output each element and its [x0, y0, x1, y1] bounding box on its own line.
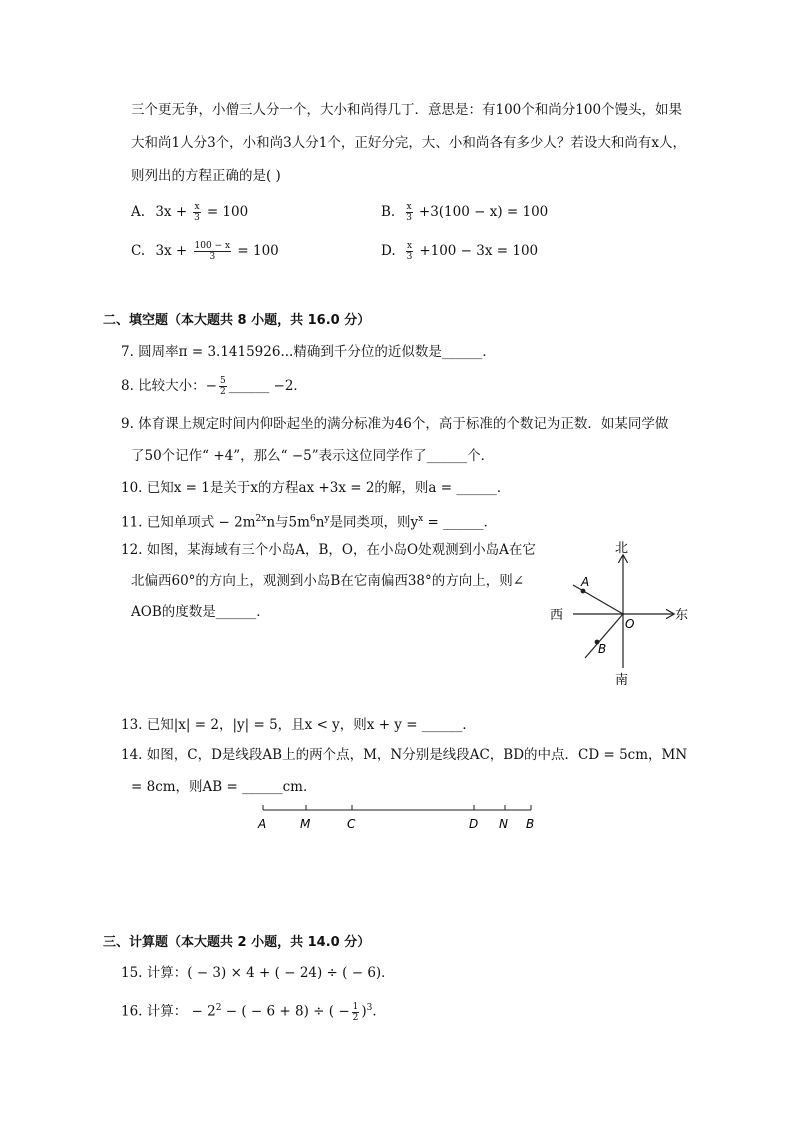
- q6-line-2: 大和尚1人分3个，小和尚3人分1个，正好分完，大、小和尚各有多少人？若设大和尚有x人，: [131, 135, 686, 151]
- q6-option-a[interactable]: [131, 202, 248, 223]
- q11-sup4: x: [418, 514, 424, 524]
- q9-line-2: 了50个记作“ +4”，那么“ −5”表示这位同学作了______个．: [131, 448, 495, 464]
- q16-sup2: 3: [366, 1003, 373, 1013]
- option-a-fraction: $\frac{x}{3}$: [194, 202, 200, 223]
- q10: 10. 已知x = 1是关于x的方程ax +3x = 2的解，则a = ______．: [121, 480, 511, 496]
- option-a-label: A.: [131, 204, 146, 220]
- q7: 7. 圆周率π = 3.1415926...精确到千分位的近似数是______．: [121, 344, 496, 360]
- q16-end: ．: [372, 1003, 386, 1020]
- q16-pre: 16. 计算： − 2: [121, 1003, 216, 1020]
- q11-pre: 11. 已知单项式 − 2m: [121, 514, 256, 531]
- seg-label-c: C: [347, 817, 356, 831]
- q11-mid: n与5m: [266, 514, 310, 531]
- q9-line-1: 9. 体育课上规定时间内仰卧起坐的满分标准为46个，高于标准的个数记为正数．如某同学做: [121, 416, 669, 432]
- q12-line-2: 北偏西60°的方向上，观测到小岛B在它南偏西38°的方向上，则∠: [131, 573, 525, 589]
- option-b-label: B.: [381, 204, 396, 220]
- seg-label-a: A: [258, 817, 267, 831]
- q11-sup3: y: [324, 514, 330, 524]
- option-d-label: D.: [381, 243, 396, 259]
- section-3-title: 三、计算题（本大题共 2 小题，共 14.0 分）: [103, 935, 371, 950]
- east-label: 东: [675, 608, 689, 623]
- q6-line-3: 则列出的方程正确的是( ): [131, 168, 281, 184]
- section-2-title: 二、填空题（本大题共 8 小题，共 16.0 分）: [103, 313, 371, 328]
- q15: 15. 计算：( − 3) × 4 + ( − 24) ÷ ( − 6)．: [121, 965, 395, 981]
- ray-oa: [573, 585, 623, 614]
- label-a: A: [581, 575, 590, 589]
- segment-figure: [253, 800, 553, 840]
- q13: 13. 已知|x| = 2，|y| = 5，且x < y，则x + y = ______．: [121, 717, 476, 733]
- option-b-fraction: $\frac{x}{3}$: [406, 202, 412, 223]
- option-a-post: = 100: [206, 204, 249, 220]
- q12-line-3: AOB的度数是______．: [131, 604, 270, 620]
- option-d-post: +100 − 3x = 100: [419, 243, 539, 259]
- west-label: 西: [550, 608, 564, 623]
- q16-sup1: 2: [215, 1003, 222, 1013]
- q14-line-1: 14. 如图，C，D是线段AB上的两个点，M，N分别是线段AC，BD的中点．CD = 5cm，MN: [121, 747, 688, 763]
- point-a: [581, 589, 586, 594]
- seg-label-m: M: [300, 817, 311, 831]
- q16-fraction: $\frac{1}{2}$: [352, 1001, 359, 1023]
- q11-post: 是同类项，则y: [329, 514, 419, 531]
- option-c-fraction: $\frac{100 - x}{3}$: [194, 241, 231, 262]
- seg-label-b: B: [526, 817, 535, 831]
- compass-figure: [545, 538, 705, 688]
- q6-line-1: 三个更无争，小僧三人分一个，大小和尚得几丁．意思是：有100个和尚分100个馒头，如果: [131, 102, 683, 118]
- north-label: 北: [615, 541, 629, 556]
- q6-option-b[interactable]: [381, 202, 548, 223]
- label-b: B: [598, 642, 607, 656]
- q8-fraction: $\frac{5}{2}$: [219, 376, 226, 397]
- q8-post: ______ −2．: [228, 378, 307, 394]
- option-c-post: = 100: [237, 243, 279, 259]
- option-b-post: +3(100 − x) = 100: [418, 204, 549, 220]
- seg-label-d: D: [469, 817, 479, 831]
- label-o: O: [625, 617, 635, 631]
- q11-sup2: 6: [309, 514, 316, 524]
- q11-end: = ______．: [423, 514, 498, 531]
- q16-post: ): [361, 1003, 367, 1020]
- seg-label-n: N: [499, 817, 508, 831]
- q8: [121, 376, 307, 397]
- option-a-pre: 3x +: [155, 204, 188, 220]
- q11-sup1: 2x: [255, 514, 267, 524]
- south-label: 南: [615, 673, 629, 688]
- q16: [121, 998, 386, 1023]
- option-d-fraction: $\frac{x}{3}$: [406, 241, 413, 262]
- q11-mid2: n: [315, 514, 325, 531]
- q6-option-d[interactable]: [381, 241, 538, 262]
- option-c-pre: 3x +: [155, 243, 188, 259]
- q14-line-2: = 8cm，则AB = ______cm．: [131, 779, 317, 795]
- q11: [121, 509, 497, 533]
- q8-pre: 8. 比较大小：−: [121, 378, 217, 394]
- q6-option-c[interactable]: [131, 241, 279, 262]
- option-c-label: C.: [131, 243, 146, 259]
- q12-line-1: 12. 如图，某海域有三个小岛A，B，O，在小岛O处观测到小岛A在它: [121, 542, 536, 558]
- q16-mid: − ( − 6 + 8) ÷ ( −: [221, 1003, 350, 1020]
